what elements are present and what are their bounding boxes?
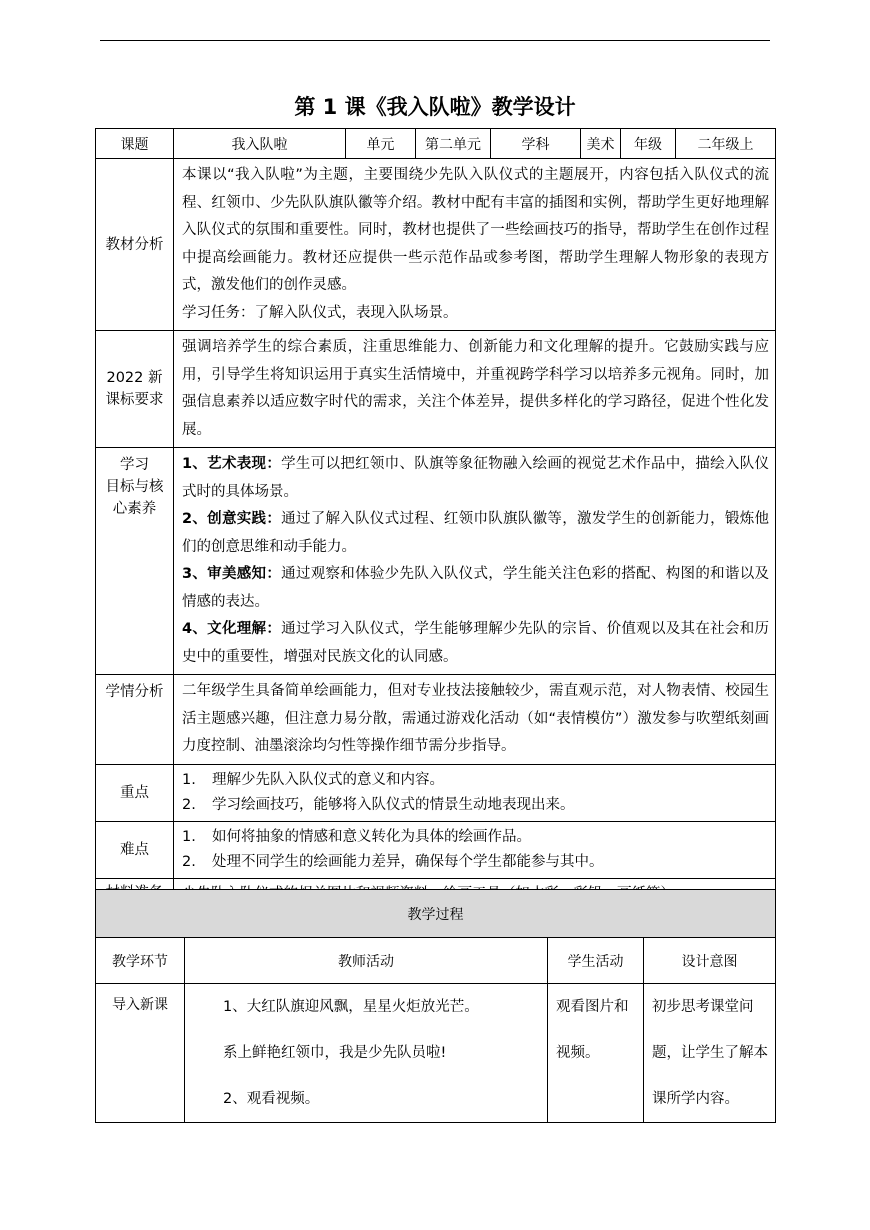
standards-label-line: 2022 新	[106, 370, 163, 386]
goal-head: 2、创意实践：	[182, 511, 282, 527]
goal-head: 3、审美感知：	[182, 566, 282, 582]
teacher-line: 系上鲜艳红领巾，我是少先队员啦!	[223, 1045, 447, 1061]
goals-label	[96, 448, 174, 675]
teacher-cell	[185, 984, 548, 1123]
info-row	[96, 129, 776, 159]
standards-text: 强调培养学生的综合素质，注重思维能力、创新能力和文化理解的提升。它鼓励实践与应用，引导学生将知识运用于真实生活情境中，并重视跨学科学习以培养多元视角。同时，加强信息素养以适应数字时代的需求，关注个体差异，提供多样化的学习路径，促进个性化发展。	[174, 331, 776, 448]
goal-head: 4、文化理解：	[182, 621, 282, 637]
list-text: 如何将抽象的情感和意义转化为具体的绘画作品。	[212, 828, 531, 845]
process-row	[96, 984, 776, 1123]
standards-label	[96, 331, 174, 448]
learners-label: 学情分析	[96, 675, 174, 765]
goal-item	[182, 506, 769, 561]
goal-item	[182, 561, 769, 616]
difficulty-item	[182, 850, 767, 875]
key-points-row	[96, 764, 776, 821]
key-point-item	[182, 768, 767, 793]
col-student: 学生活动	[548, 938, 644, 984]
teacher-line: 1、大红队旗迎风飘，星星火炬放光芒。	[223, 999, 479, 1015]
analysis-cell	[174, 159, 776, 331]
goals-label-line: 心素养	[112, 501, 157, 517]
goal-text: 学生可以把红领巾、队旗等象征物融入绘画的视觉艺术作品中，描绘入队仪式时的具体场景。	[182, 456, 769, 500]
topic-label: 课题	[96, 129, 174, 159]
standards-label-line: 课标要求	[105, 392, 164, 408]
stage-cell: 导入新课	[96, 984, 185, 1123]
grade-value: 二年级上	[676, 129, 776, 159]
analysis-text: 本课以“我入队啦”为主题，主要围绕少先队入队仪式的主题展开，内容包括入队仪式的流程、红领巾、少先队队旗队徽等介绍。教材中配有丰富的插图和实例，帮助学生更好地理解入队仪式的氛围和重要性。同时，教材也提供了一些绘画技巧的指导，帮助学生在创作过程中提高绘画能力。教材还应提供一些示范作品或参考图，帮助学生理解人物形象的表现方式，激发他们的创作灵感。	[182, 167, 769, 293]
goal-item	[182, 451, 769, 506]
teacher-line: 2、观看视频。	[223, 1091, 320, 1107]
unit-value: 第二单元	[416, 129, 491, 159]
learners-row	[96, 675, 776, 765]
process-columns-row	[96, 938, 776, 984]
goal-text: 通过观察和体验少先队入队仪式，学生能关注色彩的搭配、构图的和谐以及情感的表达。	[182, 566, 769, 610]
student-cell: 观看图片和视频。	[548, 984, 644, 1123]
difficulties-row	[96, 821, 776, 878]
list-text: 理解少先队入队仪式的意义和内容。	[212, 771, 444, 788]
subject-value: 美术	[581, 129, 621, 159]
key-points-cell	[174, 764, 776, 821]
goals-cell	[174, 448, 776, 675]
process-header: 教学过程	[96, 890, 776, 938]
standards-row	[96, 331, 776, 448]
list-text: 处理不同学生的绘画能力差异，确保每个学生都能参与其中。	[212, 853, 604, 870]
goals-row	[96, 448, 776, 675]
goals-label-line: 目标与核	[105, 479, 164, 495]
analysis-row	[96, 159, 776, 331]
intent-cell: 初步思考课堂问题，让学生了解本课所学内容。	[644, 984, 776, 1123]
analysis-label: 教材分析	[96, 159, 174, 331]
grade-label: 年级	[621, 129, 676, 159]
goals-label-line: 学习	[120, 457, 149, 473]
col-stage: 教学环节	[96, 938, 185, 984]
topic-value: 我入队啦	[174, 129, 346, 159]
lesson-info-table	[95, 128, 776, 908]
list-number: 2.	[182, 796, 196, 813]
difficulties-label: 难点	[96, 821, 174, 878]
analysis-task: 学习任务：了解入队仪式，表现入队场景。	[182, 304, 458, 321]
goal-text: 通过学习入队仪式，学生能够理解少先队的宗旨、价值观以及其在社会和历史中的重要性，增强对民族文化的认同感。	[182, 621, 769, 665]
col-intent: 设计意图	[644, 938, 776, 984]
subject-label: 学科	[491, 129, 581, 159]
process-header-row	[96, 890, 776, 938]
goal-text: 通过了解入队仪式过程、红领巾队旗队徽等，激发学生的创新能力，锻炼他们的创意思维和动手能力。	[182, 511, 769, 555]
key-points-label: 重点	[96, 764, 174, 821]
list-number: 1.	[182, 828, 196, 845]
header-rule	[100, 40, 770, 41]
difficulty-item	[182, 825, 767, 850]
unit-label: 单元	[346, 129, 416, 159]
key-point-item	[182, 793, 767, 818]
goal-head: 1、艺术表现：	[182, 456, 282, 472]
list-text: 学习绘画技巧，能够将入队仪式的情景生动地表现出来。	[212, 796, 575, 813]
learners-text: 二年级学生具备简单绘画能力，但对专业技法接触较少，需直观示范，对人物表情、校园生活主题感兴趣，但注意力易分散，需通过游戏化活动（如“表情模仿”）激发参与吹塑纸刻画力度控制、油墨滚涂均匀性等操作细节需分步指导。	[174, 675, 776, 765]
list-number: 1.	[182, 771, 196, 788]
goal-item	[182, 616, 769, 671]
list-number: 2.	[182, 853, 196, 870]
col-teacher: 教师活动	[185, 938, 548, 984]
difficulties-cell	[174, 821, 776, 878]
page-title: 第 1 课《我入队啦》教学设计	[294, 95, 576, 119]
process-table	[95, 889, 776, 1123]
